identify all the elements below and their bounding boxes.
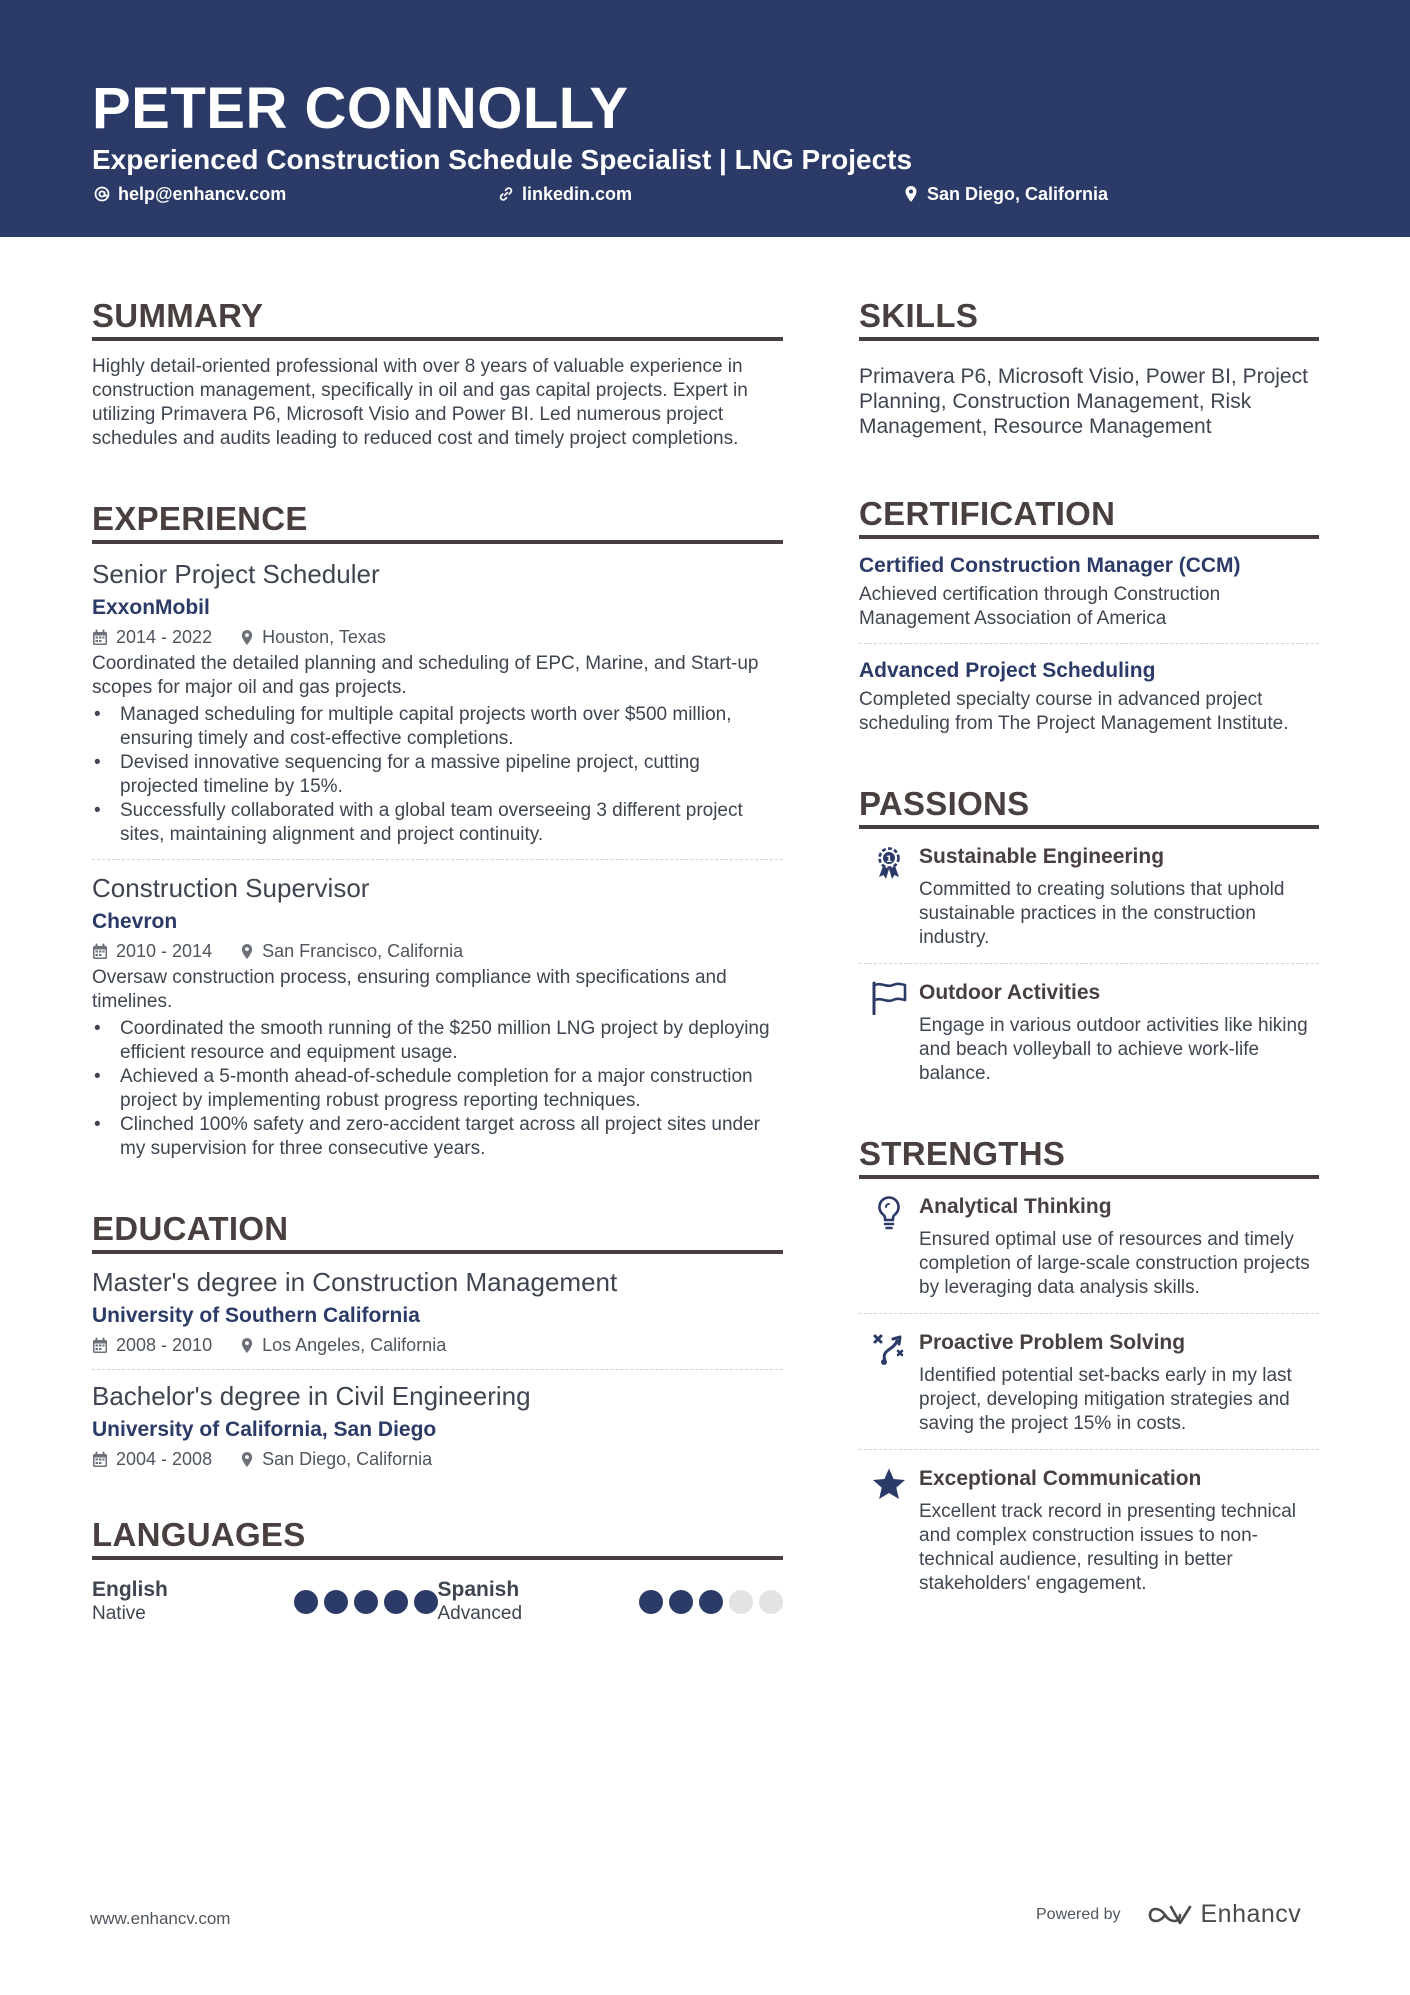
entry-divider (859, 1449, 1319, 1450)
rating-dot-filled (294, 1590, 318, 1614)
languages-row (92, 1578, 783, 1626)
language-name: English (92, 1578, 168, 1601)
location-pin-icon (901, 184, 921, 204)
degree-title: Master's degree in Construction Management (92, 1267, 618, 1297)
contact-email[interactable] (92, 182, 286, 206)
at-icon (92, 184, 112, 204)
calendar-icon (92, 943, 108, 960)
resume-header (0, 0, 1410, 237)
calendar-icon (92, 1451, 108, 1468)
language-level: Native (92, 1603, 146, 1624)
education-entry (92, 1380, 783, 1471)
language-item (92, 1578, 438, 1626)
rating-dot-filled (384, 1590, 408, 1614)
language-rating (633, 1578, 783, 1626)
summary-section (92, 296, 783, 451)
location-pin-icon (240, 1337, 254, 1354)
brand-name: Enhancv (1200, 1900, 1302, 1928)
language-rating (288, 1578, 438, 1626)
calendar-icon (92, 1337, 108, 1354)
education-entry (92, 1266, 783, 1357)
certification-title: Certified Construction Manager (CCM) (859, 554, 1241, 577)
skills-text: Primavera P6, Microsoft Visio, Power BI, Project Planning, Construction Management, Risk Management, Resource Management (859, 365, 1308, 438)
certification-heading: CERTIFICATION (859, 494, 1319, 539)
job-title: Senior Project Scheduler (92, 559, 380, 589)
footer-website[interactable]: www.enhancv.com (90, 1909, 231, 1928)
skills-heading: SKILLS (859, 296, 1319, 341)
passion-title: Sustainable Engineering (919, 845, 1165, 868)
languages-section (92, 1515, 783, 1626)
company-name: Chevron (92, 910, 178, 933)
education-dates (92, 1333, 212, 1357)
rating-dot-filled (354, 1590, 378, 1614)
school-name: University of California, San Diego (92, 1418, 437, 1441)
right-column (859, 296, 1319, 1596)
education-location (240, 1333, 446, 1357)
education-location (240, 1447, 432, 1471)
lightbulb-icon (876, 1195, 902, 1231)
passions-section (859, 784, 1319, 1086)
education-meta (92, 1447, 783, 1471)
rating-dot-filled (639, 1590, 663, 1614)
job-entry (92, 558, 783, 847)
location-pin-icon (240, 943, 254, 960)
certification-entry (859, 657, 1319, 736)
award-ribbon-icon (874, 845, 904, 881)
star-icon (871, 1467, 907, 1501)
footer-branding (1036, 1900, 1301, 1929)
education-dates-text: 2004 - 2008 (116, 1449, 213, 1469)
certification-description: Completed specialty course in advanced project scheduling from The Project Management Institute. (859, 689, 1289, 734)
strength-item (859, 1329, 1319, 1436)
languages-heading: LANGUAGES (92, 1515, 783, 1560)
entry-divider (859, 963, 1319, 964)
education-meta (92, 1333, 783, 1357)
job-bullets (92, 1017, 783, 1161)
strength-item (859, 1465, 1319, 1596)
strength-description: Identified potential set-backs early in my last project, developing mitigation strategies and saving the project 15% in costs. (919, 1365, 1292, 1434)
job-description: Coordinated the detailed planning and scheduling of EPC, Marine, and Start-up scopes for major oil and gas projects. (92, 653, 759, 698)
powered-by-text: Powered by (1036, 1905, 1121, 1923)
svg-text:1: 1 (885, 855, 893, 865)
education-section (92, 1209, 783, 1471)
job-description: Oversaw construction process, ensuring compliance with specifications and timelines. (92, 967, 727, 1012)
flag-icon (870, 981, 908, 1015)
location-pin-icon (240, 629, 254, 646)
job-bullet: • Successfully collaborated with a global team overseeing 3 different project sites, maintaining alignment and project continuity. (92, 799, 783, 847)
link-icon (496, 184, 516, 204)
left-column (92, 296, 783, 1626)
certification-title: Advanced Project Scheduling (859, 659, 1156, 682)
rating-dot-filled (324, 1590, 348, 1614)
school-name: University of Southern California (92, 1304, 420, 1327)
rating-dot-filled (669, 1590, 693, 1614)
certification-entry (859, 552, 1319, 631)
job-entry (92, 872, 783, 1161)
rating-dot-empty (759, 1590, 783, 1614)
education-dates-text: 2008 - 2010 (116, 1335, 213, 1355)
summary-heading: SUMMARY (92, 296, 783, 341)
passions-heading: PASSIONS (859, 784, 1319, 829)
rating-dot-filled (699, 1590, 723, 1614)
language-item (438, 1578, 784, 1626)
strength-title: Exceptional Communication (919, 1467, 1202, 1490)
candidate-title: Experienced Construction Schedule Specialist | LNG Projects (92, 144, 913, 175)
enhancv-logo-icon (1147, 1903, 1193, 1927)
entry-divider (859, 1313, 1319, 1314)
job-location (240, 625, 386, 649)
strengths-heading: STRENGTHS (859, 1134, 1319, 1179)
linkedin-text: linkedin.com (522, 184, 633, 204)
job-dates (92, 625, 212, 649)
strength-title: Analytical Thinking (919, 1195, 1112, 1218)
degree-title: Bachelor's degree in Civil Engineering (92, 1381, 531, 1411)
location-text: San Diego, California (927, 184, 1109, 204)
company-name: ExxonMobil (92, 596, 210, 619)
job-bullet: • Managed scheduling for multiple capital projects worth over $500 million, ensuring timely and cost-effective completions. (92, 703, 783, 751)
job-bullets (92, 703, 783, 847)
passion-item (859, 979, 1319, 1086)
job-location (240, 939, 463, 963)
calendar-icon (92, 629, 108, 646)
passion-description: Engage in various outdoor activities like hiking and beach volleyball to achieve work-life balance. (919, 1015, 1308, 1084)
entry-divider (92, 1369, 783, 1370)
strategy-icon (871, 1331, 907, 1367)
strength-item (859, 1193, 1319, 1300)
rating-dot-empty (729, 1590, 753, 1614)
strength-description: Ensured optimal use of resources and timely completion of large-scale construction projects by leveraging data analysis skills. (919, 1229, 1310, 1298)
passion-title: Outdoor Activities (919, 981, 1101, 1004)
job-title: Construction Supervisor (92, 873, 370, 903)
education-location-text: San Diego, California (262, 1449, 433, 1469)
experience-heading: EXPERIENCE (92, 499, 783, 544)
education-location-text: Los Angeles, California (262, 1335, 447, 1355)
education-heading: EDUCATION (92, 1209, 783, 1254)
passion-item (859, 843, 1319, 950)
skills-section (859, 296, 1319, 439)
location-pin-icon (240, 1451, 254, 1468)
certification-section (859, 494, 1319, 736)
strengths-section (859, 1134, 1319, 1596)
language-level: Advanced (437, 1603, 523, 1624)
job-dates (92, 939, 212, 963)
contact-linkedin[interactable] (496, 182, 632, 206)
job-bullet: • Devised innovative sequencing for a massive pipeline project, cutting projected timeline by 15%. (92, 751, 783, 799)
job-bullet: • Coordinated the smooth running of the $250 million LNG project by deploying efficient resource and equipment usage. (92, 1017, 783, 1065)
certification-description: Achieved certification through Construction Management Association of America (859, 584, 1221, 629)
language-text (438, 1578, 523, 1626)
job-dates-text: 2014 - 2022 (116, 627, 213, 647)
job-location-text: San Francisco, California (262, 941, 464, 961)
summary-text: Highly detail-oriented professional with over 8 years of valuable experience in construction management, specifically in oil and gas capital projects. Expert in utilizing Primavera P6, Microsoft Visio and Power BI. Led numerous project schedules and audits leading to reduced cost and timely project completions. (92, 356, 748, 449)
entry-divider (859, 643, 1319, 644)
strength-description: Excellent track record in presenting technical and complex construction issues to non-technical audience, resulting in better stakeholders' engagement. (919, 1501, 1297, 1594)
passion-description: Committed to creating solutions that uphold sustainable practices in the construction industry. (919, 879, 1285, 948)
experience-section (92, 499, 783, 1161)
job-bullet: • Clinched 100% safety and zero-accident target across all project sites under my supervision for three consecutive years. (92, 1113, 783, 1161)
contact-location (901, 182, 1108, 206)
strength-title: Proactive Problem Solving (919, 1331, 1186, 1354)
job-meta (92, 625, 783, 649)
language-name: Spanish (437, 1578, 520, 1601)
education-dates (92, 1447, 212, 1471)
entry-divider (92, 859, 783, 860)
job-dates-text: 2010 - 2014 (116, 941, 213, 961)
job-meta (92, 939, 783, 963)
job-location-text: Houston, Texas (262, 627, 386, 647)
email-text: help@enhancv.com (118, 184, 287, 204)
rating-dot-filled (414, 1590, 438, 1614)
candidate-name: PETER CONNOLLY (92, 76, 629, 141)
language-text (92, 1578, 168, 1626)
job-bullet: • Achieved a 5-month ahead-of-schedule completion for a major construction project by implementing robust progress reporting techniques. (92, 1065, 783, 1113)
